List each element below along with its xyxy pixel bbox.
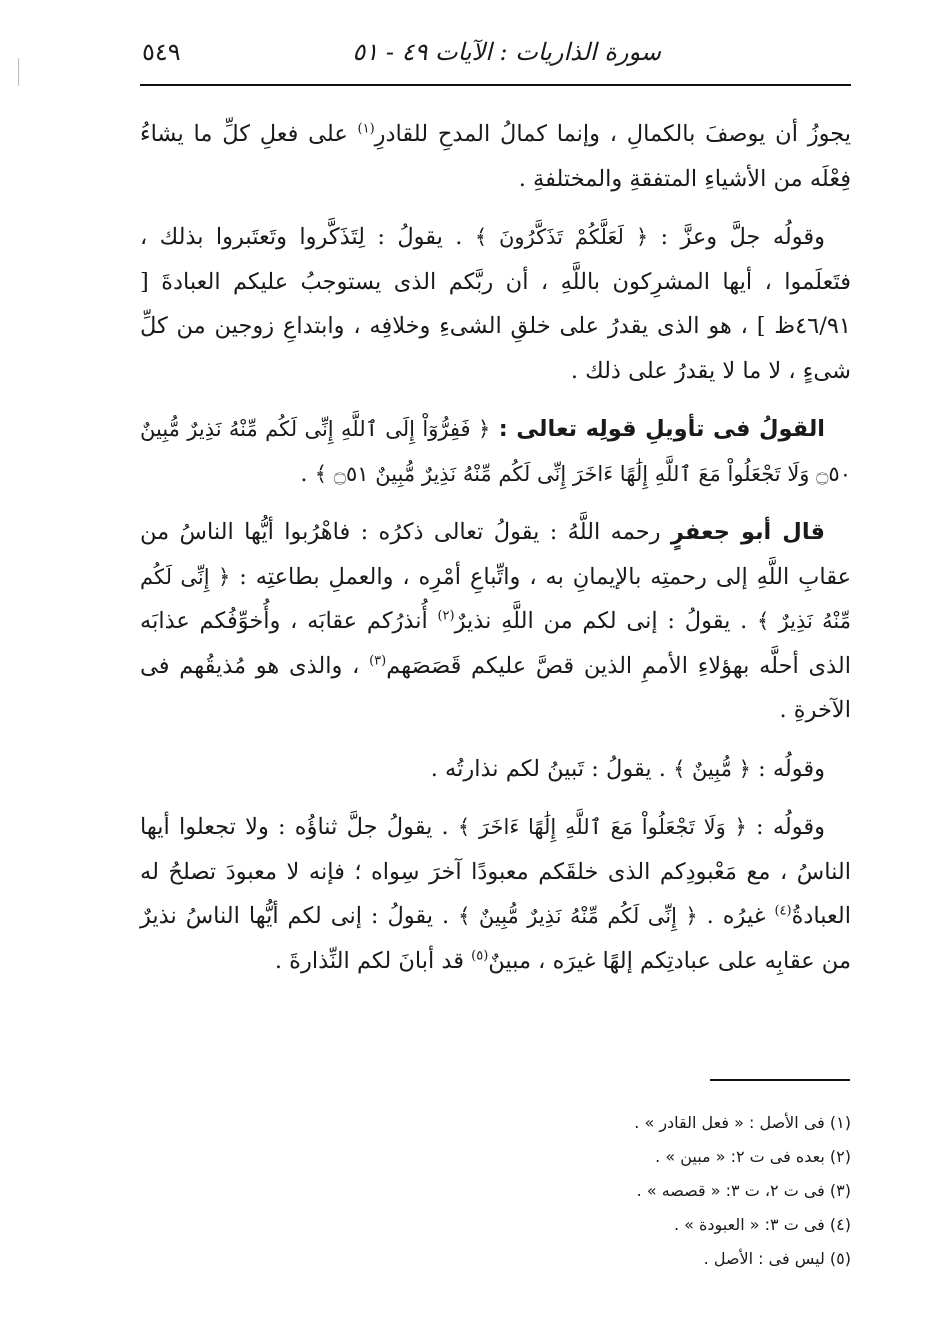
quran-quote: ﴿ مُّبِينٌ ﴾	[673, 756, 751, 781]
bold-heading: قال أبو جعفرٍ	[670, 519, 825, 545]
footnote: (٣) فى ت ٢، ت ٣: « قصصه » .	[636, 1181, 851, 1200]
paragraph	[140, 747, 851, 792]
paragraph	[140, 407, 851, 496]
quran-quote: ﴿ إِنِّى لَكُم مِّنْهُ نَذِيرٌ ﴾	[140, 564, 851, 633]
text-run: . يقولُ : إنى لكم من اللَّهِ نذيرٌ	[454, 608, 757, 634]
header-rule	[140, 84, 851, 86]
footnote-marker: (٤)	[774, 903, 792, 919]
text-run: وقولُه جلَّ وعزَّ :	[648, 224, 825, 250]
text-run: قد أبانَ لكم النِّذارةَ .	[274, 947, 472, 974]
footnote-marker: (٢)	[437, 608, 455, 624]
paragraph	[140, 805, 851, 983]
text-run: رحمه اللَّهُ : يقولُ تعالى ذكرُه : فاهْرُبوا أيُّها الناسُ من عقابِ اللَّهِ إلى رحمتِه بالإيمانِ به ، واتِّباعِ أمْرِه ، والعملِ بطاعتِه :	[140, 519, 851, 590]
text-run: .	[300, 460, 315, 487]
footnote: (٢) بعده فى ت ٢: « مبين » .	[655, 1147, 851, 1166]
quran-quote: ﴿ فَفِرُّوٓاْ إِلَى ٱللَّهِ إِنِّى لَكُم مِّنْهُ نَذِيرٌ مُّبِينٌ ۝٥٠ وَلَا تَجْعَلُواْ مَعَ ٱللَّهِ إِلَٰهًا ءَاخَرَ إِنِّى لَكُم مِّنْهُ نَذِيرٌ مُّبِينٌ ۝٥١ ﴾	[140, 417, 851, 486]
text-run: ، والذى هو مُذيقُهم فى الآخرةِ .	[140, 652, 851, 723]
text-run: أُنذرُكم عقابَه ، وأُخوِّفُكم عذابَه الذى أحلَّه بهؤلاءِ الأممِ الذين قصَّ عليكم قَصَصَهم	[140, 608, 851, 679]
text-run: يجوزُ أن يوصفَ بالكمالِ ، وإنما كمالُ المدحِ للقادرِ	[374, 121, 851, 147]
paragraph	[140, 510, 851, 733]
text-run: وقولُه :	[746, 814, 825, 840]
footnote-separator	[710, 1079, 850, 1081]
scan-margin-mark	[18, 58, 19, 86]
footnotes	[351, 1106, 851, 1276]
footnote: (٥) ليس فى : الأصل .	[703, 1249, 851, 1268]
quran-quote: ﴿ وَلَا تَجْعَلُواْ مَعَ ٱللَّهِ إِلَٰهًا ءَاخَرَ ﴾	[457, 815, 747, 839]
page-header	[140, 30, 851, 86]
text-run: . يقولُ جلَّ ثناؤُه : ولا تجعلوا أيها الناسُ ، مع مَعْبودِكم الذى خلقَكم معبودًا آخرَ سِواه ؛ فإنه لا معبودَ تصلحُ له العبادةُ	[140, 814, 851, 929]
paragraph	[140, 215, 851, 393]
text-run: . يقولُ : تَبينُ لكم نذارتُه .	[430, 755, 674, 782]
quran-quote: ﴿ إِنِّى لَكُم مِّنْهُ نَذِيرٌ مُّبِينٌ ﴾	[458, 904, 698, 928]
paragraph	[140, 112, 851, 201]
text-run: وقولُه :	[750, 755, 825, 782]
text-run: غيرُه .	[697, 903, 775, 929]
running-title: سورة الذاريات : الآيات ٤٩ - ٥١	[352, 38, 661, 66]
bold-heading: القولُ فى تأويلِ قولِه تعالى :	[490, 416, 825, 442]
text-run: على فعلِ كلِّ ما يشاءُ فِعْلَه من الأشياءِ المتفقةِ والمختلفةِ .	[140, 121, 851, 192]
footnote: (٤) فى ت ٣: « العبودة » .	[673, 1215, 851, 1234]
footnote: (١) فى الأصل : « فعل القادر » .	[634, 1113, 851, 1132]
footnote-marker: (٣)	[369, 653, 387, 668]
text-run: . يقولُ : إنى لكم أيُّها الناسُ نذيرٌ من عقابِه على عبادتِكم إلهًا غيرَه ، مبينٌ	[140, 903, 851, 974]
quran-quote: ﴿ لَعَلَّكُمْ تَذَكَّرُونَ ﴾	[474, 225, 649, 249]
text-run: . يقولُ : لِتَذَكَّروا وتَعتَبروا بذلك ، فتَعلَموا ، أيها المشرِكون باللَّهِ ، أن ربَّكم الذى يستوجبُ عليكم العبادةَ [ ٤٦/٩١ظ ] ، هو الذى يقدرُ على خلقِ الشىءِ وخلافِه ، وابتداعِ زوجين من كلِّ شىءٍ ، لا ما لا يقدرُ على ذلك .	[140, 224, 851, 384]
footnote-marker: (١)	[357, 121, 375, 137]
main-text	[140, 112, 851, 997]
footnote-marker: (٥)	[471, 948, 489, 963]
page-number: ٥٤٩	[142, 38, 181, 66]
